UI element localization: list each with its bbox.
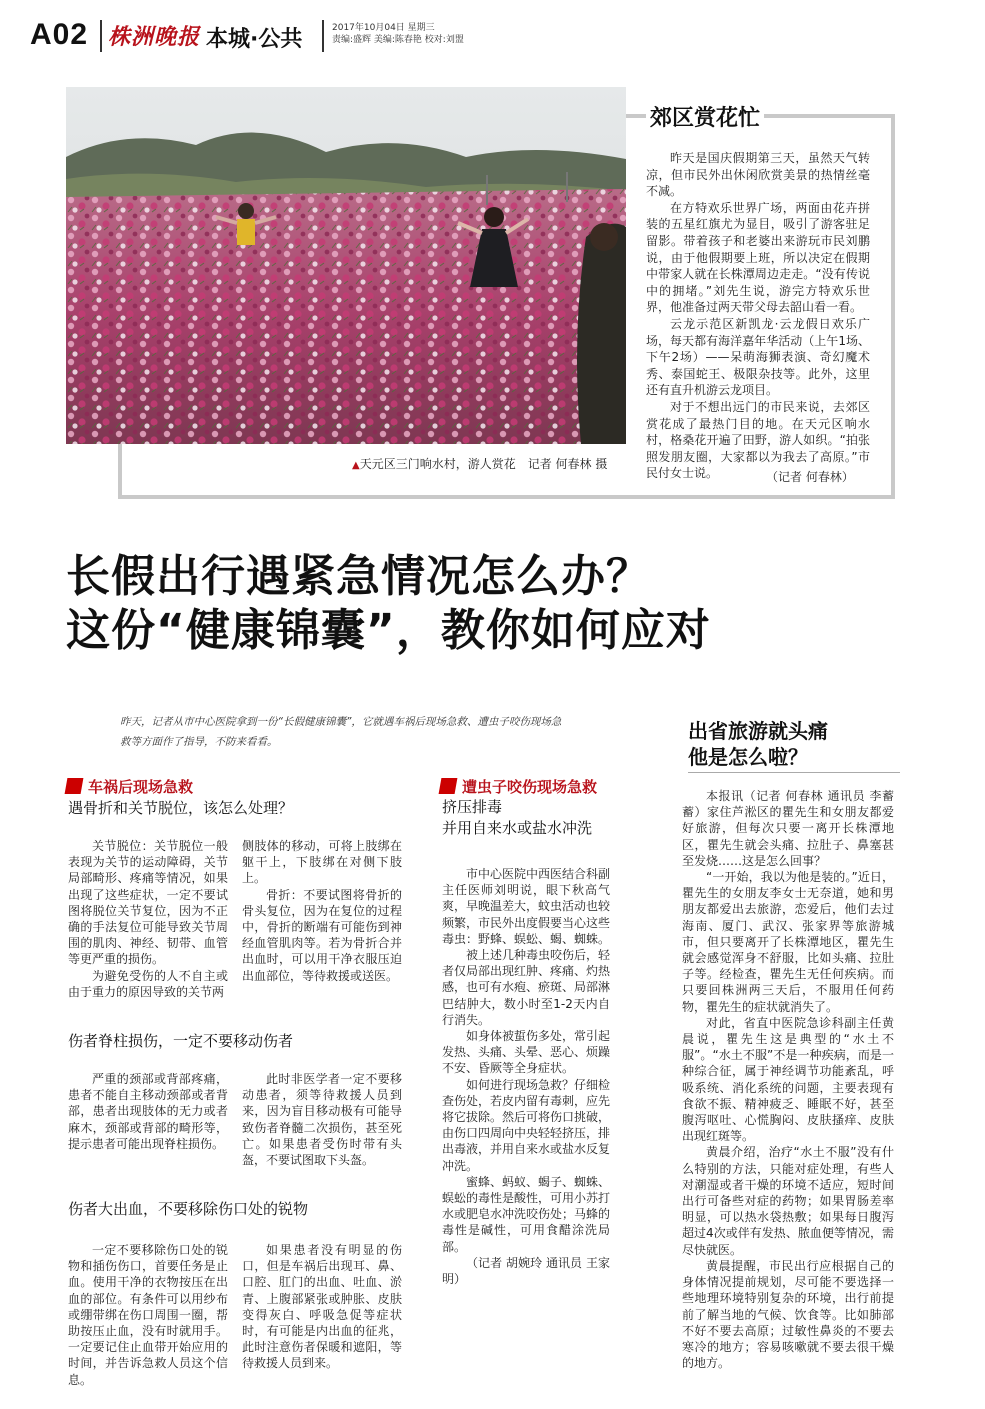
newspaper-logo: 株洲晚报 bbox=[108, 24, 201, 50]
editor-credits: 责编:盛辉 美编:陈春艳 校对:刘盟 bbox=[332, 35, 464, 45]
right-article-title bbox=[688, 718, 828, 770]
caption-text: 天元区三门响水村，游人赏花 记者 何春林 摄 bbox=[359, 457, 608, 471]
flower-field-photo bbox=[66, 87, 626, 444]
title-line: 他是怎么啦？ bbox=[688, 745, 808, 769]
section-heading-car-accident: 车祸后现场急救 bbox=[66, 776, 193, 797]
spine-right-column bbox=[242, 1071, 402, 1168]
paragraph: 市中心医院中西医结合科副主任医师刘明说，眼下秋高气爽，早晚温差大，蚊虫活动也较频繁，市民外出度假要当心这些毒虫：野蜂、蜈蚣、蝎、蜘蛛。 bbox=[442, 867, 611, 946]
insect-column bbox=[442, 866, 610, 1287]
sidebar-paragraph: 昨天是国庆假期第三天，虽然天气转凉，但市民外出休闲欣赏美景的热情丝毫不减。 bbox=[646, 151, 870, 199]
page-number: A02 bbox=[30, 18, 89, 51]
subheading-spine: 伤者脊柱损伤，一定不要移动伤者 bbox=[68, 1032, 294, 1050]
sidebar-paragraph: 对于不想出远门的市民来说，去郊区赏花成了最热门目的地。在天元区响水村，格桑花开遍了田野，游人如织。“拍张照发朋友圈，大家都以为我去了高原。”市民付女士说。 bbox=[646, 399, 870, 481]
subheading-line: 挤压排毒 bbox=[442, 798, 503, 816]
person-foreground-right bbox=[577, 223, 626, 444]
subheading-line: 并用自来水或盐水冲洗 bbox=[442, 819, 593, 837]
headline-line-1: 长假出行遇紧急情况怎么办？ bbox=[66, 551, 651, 602]
paragraph: 如何进行现场急救？仔细检查伤处，若皮内留有毒刺，应先将它拔除。然后可将伤口挑破，由伤口四周向中央轻轻挤压，排出毒液，并用自来水或盐水反复冲洗。 bbox=[442, 1077, 611, 1173]
paragraph: 本报讯（记者 何春林 通讯员 李蓄蓄）家住芦淞区的瞿先生和女朋友都爱好旅游，但每次只要一离开长株潭地区，瞿先生就会头痛、拉肚子、鼻塞甚至发烧……这是怎么回事？ bbox=[682, 789, 894, 868]
sidebar-credit: （记者 何春林） bbox=[766, 470, 854, 484]
subheading-fracture: 遇骨折和关节脱位，该怎么处理？ bbox=[68, 799, 294, 817]
paragraph: 被上述几种毒虫咬伤后，轻者仅局部出现红肿、疼痛、灼热感，也可有水疱、瘀斑、局部淋巴结肿大，数小时至1-2天内自行消失。 bbox=[442, 948, 611, 1027]
headline-line-2: 这份“健康锦囊”，教你如何应对 bbox=[66, 605, 711, 656]
paragraph: 为避免受伤的人不自主或由于重力的原因导致的关节两 bbox=[68, 968, 228, 999]
section-marker-icon bbox=[439, 778, 458, 794]
paragraph: 关节脱位：关节脱位一般表现为关节的运动障碍，关节局部畸形、疼痛等情况，如果出现了这些症状，一定不要试图将脱位关节复位，因为不正确的手法复位可能导致关节周围的肌肉、神经、韧带、血管等更严重的损伤。 bbox=[68, 839, 228, 967]
paragraph: 如果患者没有明显的伤口，但是车祸后出现耳、鼻、口腔、肛门的出血、吐血、淤青、上腹部紧张或肿胀、皮肤变得灰白、呼吸急促等症状时，有可能是内出血的征兆，此时注意伤者保暖和遮阳，等待救援人员到来。 bbox=[242, 1243, 402, 1371]
masthead-meta bbox=[332, 22, 464, 46]
paragraph: “一开始，我以为他是装的。”近日，瞿先生的女朋友李女士无奈道，她和男朋友都爱出去旅游，恋爱后，他们去过海南、厦门、武汉、张家界等旅游城市，但只要离开了长株潭地区，瞿先生就会感觉浑身不舒服，比如头痛、拉肚子等。经检查，瞿先生无任何疾病。而只要回株洲两三天后，不服用任何药物，瞿先生的症状就消失了。 bbox=[682, 870, 894, 1014]
section-heading-insect-bite: 遭虫子咬伤现场急救 bbox=[440, 776, 597, 797]
fracture-right-column bbox=[242, 838, 402, 984]
sidebar-body bbox=[646, 150, 870, 482]
bleeding-left-column bbox=[68, 1242, 228, 1388]
paragraph: 侧肢体的移动，可将上肢绑在躯干上，下肢绑在对侧下肢上。 bbox=[242, 839, 402, 886]
paragraph: 骨折：不要试图将骨折的骨头复位，因为在复位的过程中，骨折的断端有可能伤到神经血管肌肉等。若为骨折合并出血时，可以用干净衣服压迫出血部位，等待救援或送医。 bbox=[242, 887, 402, 983]
paragraph: 对此，省直中医院急诊科副主任黄晨说，瞿先生这是典型的“水土不服”。“水土不服”不是一种疾病，而是一种综合征，属于神经调节功能紊乱，呼吸系统、消化系统的问题，主要表现有食欲不振、精神疲乏、睡眠不好，甚至腹泻呕吐、心慌胸闷、皮肤搔痒、皮肤出现红斑等。 bbox=[682, 1015, 894, 1144]
subheading-insect bbox=[442, 797, 592, 839]
section-marker-icon bbox=[65, 778, 84, 794]
paragraph: 黄晨介绍，治疗“水土不服”没有什么特别的方法，只能对症处理，有些人对潮湿或者干燥的环境不适应，短时间出行可备些对症的药物；如果胃肠差率明显，可以热水袋热敷；如果每日腹泻超过4次或伴有发热、脓血便等情况，需尽快就医。 bbox=[682, 1145, 894, 1257]
subheading-bleeding: 伤者大出血，不要移除伤口处的锐物 bbox=[68, 1200, 309, 1218]
paragraph: 一定不要移除伤口处的锐物和插伤伤口，首要任务是止血。使用干净的衣物按压在出血的部位。有条件可以用纱布或绷带绑在伤口周围一圈，帮助按压止血，没有时就用手。一定要记住止血带开始应用的时间，并告诉急救人员这个信息。 bbox=[68, 1243, 228, 1387]
fracture-left-column bbox=[68, 838, 228, 1000]
main-headline bbox=[66, 550, 711, 658]
paragraph: 此时非医学者一定不要移动患者，须等待救援人员到来，因为盲目移动极有可能导致伤者脊髓二次损伤，甚至死亡。如果患者受伤时带有头盔，不要试图取下头盔。 bbox=[242, 1072, 402, 1168]
paragraph: 黄晨提醒，市民出行应根据自己的身体情况提前规划，尽可能不要选择一些地理环境特别复杂的环境，出行前提前了解当地的气候、饮食等。比如肺部不好不要去高原；过敏性鼻炎的不要去寒冷的地方；容易咳嗽就不要去很干燥的地方。 bbox=[682, 1258, 894, 1371]
paragraph: 蜜蜂、蚂蚁、蝎子、蜘蛛、蜈蚣的毒性是酸性，可用小苏打水或肥皂水冲洗咬伤处；马蜂的毒性是碱性，可用食醋涂洗局部。 bbox=[442, 1174, 611, 1254]
sidebar-paragraph: 在方特欢乐世界广场，两面由花卉拼装的五星红旗尤为显目，吸引了游客驻足留影。带着孩子和老婆出来游玩市民刘鹏说，由于他假期要上班，所以决定在假期中带家人就在长株潭周边走走。“没有传说中的拥堵。”刘先生说，游完方特欢乐世界，他准备过两天带父母去韶山看一看。 bbox=[646, 200, 870, 315]
article-intro: 昨天，记者从市中心医院拿到一份“长假健康锦囊”，它就遇车祸后现场急救、遭虫子咬伤现场急救等方面作了指导，不防来看看。 bbox=[120, 716, 562, 748]
divider bbox=[688, 772, 900, 773]
right-article-body bbox=[682, 788, 894, 1371]
sidebar-title: 郊区赏花忙 bbox=[646, 101, 764, 132]
triangle-marker-icon: ▲ bbox=[352, 460, 360, 471]
photo-caption bbox=[352, 455, 607, 472]
masthead-divider bbox=[322, 20, 324, 52]
title-line: 出省旅游就头痛 bbox=[688, 719, 828, 743]
spine-left-column bbox=[68, 1071, 228, 1152]
sidebar-paragraph: 云龙示范区新凯龙·云龙假日欢乐广场，每天都有海洋嘉年华活动（上午1场、下午2场）——呆萌海狮表演、奇幻魔术秀、泰国蛇王、极限杂技等。此外，这里还有直升机游云龙项目。 bbox=[646, 316, 870, 398]
paragraph: （记者 胡婉玲 通讯员 王家明） bbox=[442, 1255, 610, 1287]
issue-date: 2017年10月04日 星期三 bbox=[332, 23, 435, 33]
masthead-divider bbox=[100, 20, 102, 52]
paragraph: 严重的颈部或背部疼痛，患者不能自主移动颈部或者背部，患者出现肢体的无力或者麻木，颈部或背部的畸形等，提示患者可能出现脊柱损伤。 bbox=[68, 1072, 228, 1151]
section-name: 本城·公共 bbox=[206, 27, 303, 52]
paragraph: 如身体被蜇伤多处，常引起发热、头痛、头晕、恶心、烦躁不安、昏厥等全身症状。 bbox=[442, 1029, 611, 1076]
bleeding-right-column bbox=[242, 1242, 402, 1372]
